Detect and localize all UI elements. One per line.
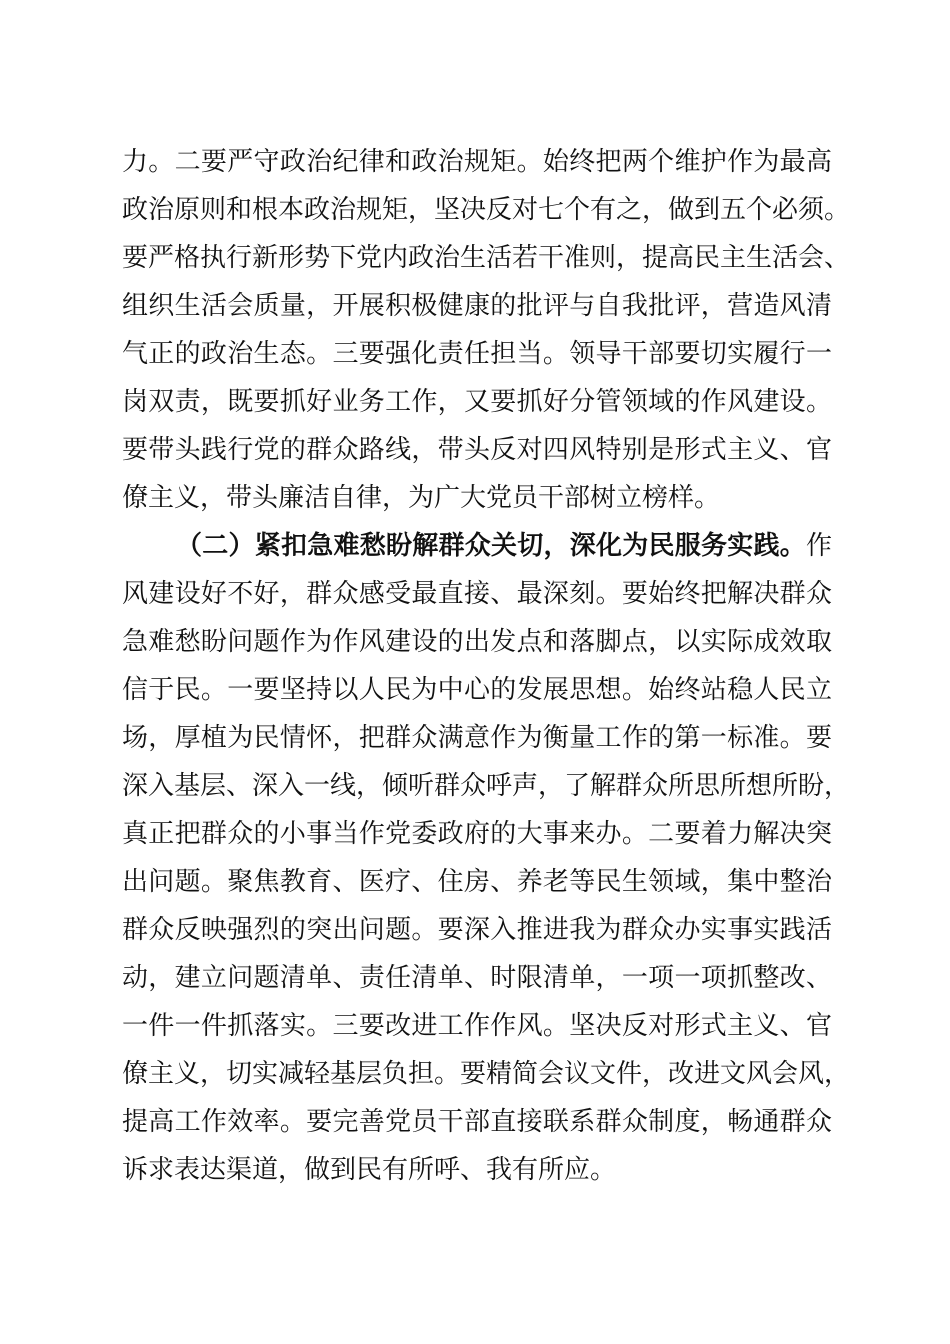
paragraph-2-line-6: 深入基层、深入一线，倾听群众呼声，了解群众所思所想所盼，: [122, 771, 851, 801]
paragraph-2-line-2: 风建设好不好，群众感受最直接、最深刻。要始终把解决群众: [122, 579, 832, 609]
paragraph-1-line-4: 组织生活会质量，开展积极健康的批评与自我批评，营造风清: [122, 291, 832, 321]
paragraph-2-line-3: 急难愁盼问题作为作风建设的出发点和落脚点，以实际成效取: [122, 627, 832, 657]
paragraph-2-line-5: 场，厚植为民情怀，把群众满意作为衡量工作的第一标准。要: [122, 723, 832, 753]
paragraph-2-line-9: 群众反映强烈的突出问题。要深入推进我为群众办实事实践活: [122, 915, 832, 945]
paragraph-2-line-11: 一件一件抓落实。三要改进工作作风。坚决反对形式主义、官: [122, 1011, 832, 1041]
paragraph-1-line-7: 要带头践行党的群众路线，带头反对四风特别是形式主义、官: [122, 435, 832, 465]
paragraph-1-line-8: 僚主义，带头廉洁自律，为广大党员干部树立榜样。: [122, 483, 721, 513]
paragraph-1-line-5: 气正的政治生态。三要强化责任担当。领导干部要切实履行一: [122, 339, 832, 369]
paragraph-1-line-3: 要严格执行新形势下党内政治生活若干准则，提高民主生活会、: [122, 243, 851, 273]
paragraph-2-line-4: 信于民。一要坚持以人民为中心的发展思想。始终站稳人民立: [122, 675, 832, 705]
section-heading: （二）紧扣急难愁盼解群众关切，深化为民服务实践。: [176, 531, 806, 561]
paragraph-2-line-1: [176, 526, 832, 566]
paragraph-1-line-1: 力。二要严守政治纪律和政治规矩。始终把两个维护作为最高: [122, 147, 832, 177]
paragraph-2-line-12: 僚主义，切实减轻基层负担。要精简会议文件，改进文风会风，: [122, 1059, 851, 1089]
paragraph-1-line-2: 政治原则和根本政治规矩，坚决反对七个有之，做到五个必须。: [122, 195, 851, 225]
paragraph-2-line-13: 提高工作效率。要完善党员干部直接联系群众制度，畅通群众: [122, 1107, 832, 1137]
paragraph-2-line-14: 诉求表达渠道，做到民有所呼、我有所应。: [122, 1155, 617, 1185]
paragraph-2-line-8: 出问题。聚焦教育、医疗、住房、养老等民生领域，集中整治: [122, 867, 832, 897]
paragraph-2-line-10: 动，建立问题清单、责任清单、时限清单，一项一项抓整改、: [122, 963, 832, 993]
paragraph-1-line-6: 岗双责，既要抓好业务工作，又要抓好分管领域的作风建设。: [122, 387, 832, 417]
paragraph-2-line-1-rest: 作: [805, 531, 832, 561]
paragraph-2-line-7: 真正把群众的小事当作党委政府的大事来办。二要着力解决突: [122, 819, 832, 849]
